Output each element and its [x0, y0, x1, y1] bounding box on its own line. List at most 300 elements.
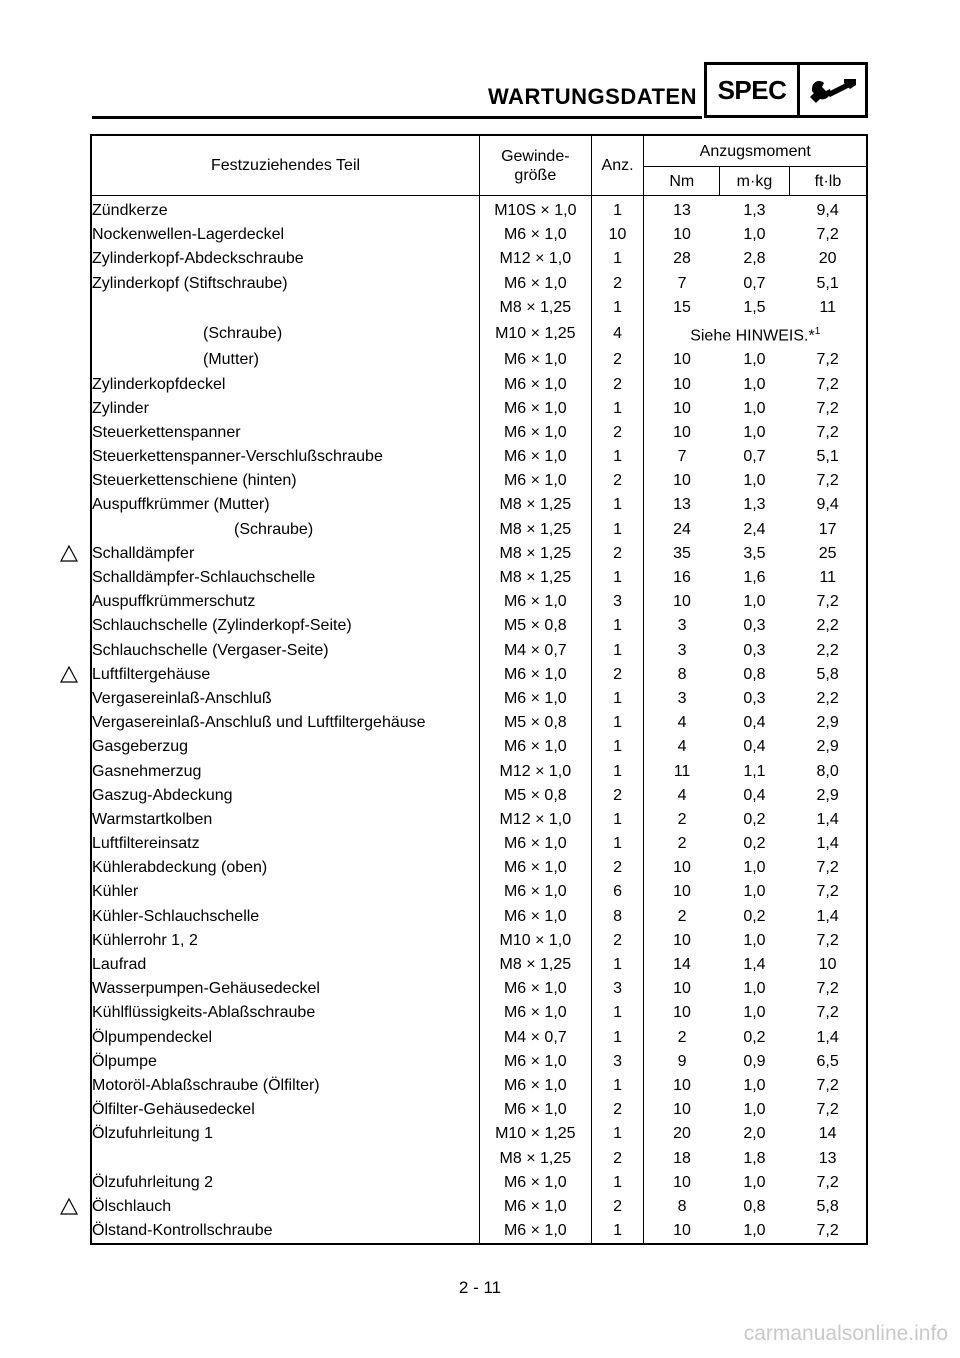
- part-name: Schlauchschelle (Vergaser-Seite): [91, 639, 480, 663]
- quantity: 2: [591, 372, 644, 396]
- thread-size: M6 × 1,0: [480, 905, 592, 929]
- part-name: Luftfiltergehäuse: [91, 663, 480, 687]
- torque-mkg: 1,0: [743, 472, 766, 490]
- torque-nm: 8: [677, 665, 687, 683]
- table-row: [91, 1122, 867, 1146]
- torque-ftlb: 2,2: [816, 689, 839, 707]
- quantity: 1: [591, 296, 644, 320]
- quantity: 1: [591, 1001, 644, 1025]
- torque-ftlb: 2,2: [816, 641, 839, 659]
- torque-ftlb: 2,9: [816, 714, 839, 732]
- part-name: Schalldämpfer: [91, 542, 480, 566]
- torque-nm: 10: [673, 423, 691, 441]
- thread-size: M8 × 1,25: [480, 493, 592, 517]
- part-name: Zylinderkopfdeckel: [91, 372, 480, 396]
- section-title: WARTUNGSDATEN: [488, 84, 697, 109]
- part-name: Schlauchschelle (Zylinderkopf-Seite): [91, 614, 480, 638]
- torque-ftlb: 10: [818, 956, 837, 974]
- torque-ftlb: 8,0: [816, 762, 839, 780]
- torque-mkg: 0,4: [743, 786, 766, 804]
- header-mkg: m·kg: [720, 167, 790, 196]
- torque-mkg: 1,0: [743, 859, 766, 877]
- torque-mkg: 0,3: [743, 617, 766, 635]
- torque-mkg: 0,3: [743, 689, 766, 707]
- table-row: [91, 953, 867, 977]
- torque-ftlb: 7,2: [816, 351, 839, 369]
- part-name: Kühlerabdeckung (oben): [91, 856, 480, 880]
- quantity: 2: [591, 856, 644, 880]
- thread-size: M6 × 1,0: [480, 445, 592, 469]
- quantity: 2: [591, 542, 644, 566]
- table-row: [91, 445, 867, 469]
- torque-ftlb: 7,2: [816, 931, 839, 949]
- part-name: Kühlerrohr 1, 2: [91, 929, 480, 953]
- part-name: (Schraube): [91, 518, 480, 542]
- part-name: Gasgeberzug: [91, 735, 480, 759]
- table-row: [91, 469, 867, 493]
- torque-nm: 13: [673, 496, 691, 514]
- torque-nm: 11: [673, 762, 691, 780]
- torque-nm: 3: [677, 689, 687, 707]
- spec-badge: [704, 62, 868, 118]
- quantity: 1: [591, 247, 644, 271]
- torque-nm: 2: [677, 1028, 687, 1046]
- torque-nm: 3: [677, 641, 687, 659]
- torque-nm: 14: [673, 956, 691, 974]
- part-name: Vergasereinlaß-Anschluß: [91, 687, 480, 711]
- table-row: [91, 1050, 867, 1074]
- quantity: 2: [591, 1098, 644, 1122]
- torque-nm: 10: [673, 1222, 691, 1240]
- part-name: Zylinderkopf-Abdeckschraube: [91, 247, 480, 271]
- part-name: Ölpumpendeckel: [91, 1026, 480, 1050]
- torque-nm: 3: [677, 617, 687, 635]
- table-row: [91, 1195, 867, 1219]
- thread-size: M8 × 1,25: [480, 518, 592, 542]
- torque-mkg: 1,0: [743, 226, 766, 244]
- torque-nm: 10: [673, 1173, 691, 1191]
- torque-ftlb: 7,2: [816, 1004, 839, 1022]
- torque-mkg: 3,5: [743, 544, 766, 562]
- torque-nm: 8: [677, 1197, 687, 1215]
- quantity: 6: [591, 880, 644, 904]
- part-name: (Mutter): [91, 348, 480, 372]
- torque-ftlb: 7,2: [816, 226, 839, 244]
- table-row: [91, 1001, 867, 1025]
- part-name: Vergasereinlaß-Anschluß und Luftfiltergehäuse: [91, 711, 480, 735]
- header-qty: Anz.: [591, 135, 644, 196]
- torque-mkg: 1,0: [743, 1173, 766, 1191]
- torque-nm: 10: [673, 226, 691, 244]
- torque-nm: 10: [673, 1004, 691, 1022]
- thread-size: M6 × 1,0: [480, 1171, 592, 1195]
- table-row: [91, 977, 867, 1001]
- thread-size: M6 × 1,0: [480, 590, 592, 614]
- part-name: Gasnehmerzug: [91, 759, 480, 783]
- table-row: [91, 542, 867, 566]
- quantity: 1: [591, 687, 644, 711]
- part-name: Ölpumpe: [91, 1050, 480, 1074]
- table-row: [91, 1098, 867, 1122]
- thread-size: M10S × 1,0: [480, 196, 592, 224]
- torque-mkg: 1,0: [743, 1004, 766, 1022]
- torque-mkg: 1,6: [743, 569, 766, 587]
- table-row: [91, 247, 867, 271]
- quantity: 1: [591, 614, 644, 638]
- quantity: 2: [591, 348, 644, 372]
- thread-size: M10 × 1,25: [480, 1122, 592, 1146]
- wrench-icon: [800, 65, 865, 115]
- quantity: 2: [591, 469, 644, 493]
- thread-size: M12 × 1,0: [480, 759, 592, 783]
- thread-size: M10 × 1,25: [480, 320, 592, 348]
- thread-size: M6 × 1,0: [480, 469, 592, 493]
- torque-nm: 10: [673, 859, 691, 877]
- quantity: 1: [591, 1026, 644, 1050]
- table-row: [91, 566, 867, 590]
- torque-ftlb: 11: [819, 569, 836, 587]
- table-row: [91, 759, 867, 783]
- torque-mkg: 0,2: [743, 1028, 766, 1046]
- part-name: Kühler: [91, 880, 480, 904]
- part-name: Steuerkettenschiene (hinten): [91, 469, 480, 493]
- torque-nm: 10: [673, 399, 691, 417]
- table-row: [91, 856, 867, 880]
- torque-nm: 10: [673, 1076, 691, 1094]
- part-name: Warmstartkolben: [91, 808, 480, 832]
- torque-nm: 13: [673, 202, 691, 220]
- part-name: Nockenwellen-Lagerdeckel: [91, 223, 480, 247]
- torque-mkg: 1,0: [743, 423, 766, 441]
- table-row: [91, 296, 867, 320]
- torque-ftlb: 13: [818, 1149, 837, 1167]
- table-row: [91, 272, 867, 296]
- torque-nm: 2: [677, 907, 687, 925]
- torque-ftlb: 5,1: [816, 274, 839, 292]
- torque-mkg: 1,5: [743, 298, 766, 316]
- part-name: Zylinder: [91, 397, 480, 421]
- thread-size: M4 × 0,7: [480, 639, 592, 663]
- quantity: 3: [591, 1050, 644, 1074]
- thread-size: M4 × 0,7: [480, 1026, 592, 1050]
- torque-nm: 10: [673, 980, 691, 998]
- torque-ftlb: 7,2: [816, 593, 839, 611]
- quantity: 1: [591, 445, 644, 469]
- torque-nm: 4: [677, 714, 687, 732]
- torque-mkg: 0,7: [743, 448, 766, 466]
- table-row: [91, 711, 867, 735]
- torque-mkg: 1,0: [743, 1101, 766, 1119]
- page-number: 2 - 11: [458, 1278, 502, 1297]
- quantity: 2: [591, 663, 644, 687]
- table-row: [91, 687, 867, 711]
- table-row: [91, 372, 867, 396]
- header-thread: Gewinde- größe: [480, 135, 592, 196]
- table-row: [91, 493, 867, 517]
- part-name: Luftfiltereinsatz: [91, 832, 480, 856]
- thread-size: M6 × 1,0: [480, 1074, 592, 1098]
- thread-size: M5 × 0,8: [480, 614, 592, 638]
- torque-mkg: 0,4: [743, 738, 766, 756]
- part-name: Wasserpumpen-Gehäusedeckel: [91, 977, 480, 1001]
- quantity: 1: [591, 518, 644, 542]
- torque-ftlb: 2,2: [816, 617, 839, 635]
- warning-triangle-icon: [60, 1198, 78, 1214]
- part-name: Zündkerze: [91, 196, 480, 224]
- torque-mkg: 0,2: [743, 907, 766, 925]
- part-name: Schalldämpfer-Schlauchschelle: [91, 566, 480, 590]
- table-row: [91, 880, 867, 904]
- torque-mkg: 2,0: [743, 1125, 766, 1143]
- thread-size: M6 × 1,0: [480, 880, 592, 904]
- torque-mkg: 1,0: [743, 883, 766, 901]
- table-row: [91, 735, 867, 759]
- torque-ftlb: 9,4: [816, 496, 839, 514]
- quantity: 1: [591, 1074, 644, 1098]
- torque-ftlb: 5,1: [816, 448, 839, 466]
- quantity: 1: [591, 566, 644, 590]
- torque-mkg: 2,8: [743, 250, 766, 268]
- header-torque: Anzugsmoment: [644, 135, 867, 167]
- torque-ftlb: 7,2: [816, 375, 839, 393]
- torque-ftlb: 7,2: [816, 423, 839, 441]
- thread-size: M6 × 1,0: [480, 421, 592, 445]
- torque-nm: 16: [673, 569, 691, 587]
- thread-size: M6 × 1,0: [480, 856, 592, 880]
- thread-size: M6 × 1,0: [480, 832, 592, 856]
- part-name: Ölfilter-Gehäusedeckel: [91, 1098, 480, 1122]
- quantity: 1: [591, 808, 644, 832]
- table-row: [91, 905, 867, 929]
- torque-nm: 24: [673, 520, 691, 538]
- torque-ftlb: 1,4: [816, 1028, 839, 1046]
- torque-ftlb: 5,8: [816, 1197, 839, 1215]
- table-row: [91, 1219, 867, 1244]
- torque-ftlb: 17: [818, 520, 837, 538]
- table-row: [91, 929, 867, 953]
- table-row: [91, 663, 867, 687]
- torque-ftlb: 20: [818, 250, 837, 268]
- table-row: [91, 832, 867, 856]
- header-rule: [92, 116, 702, 119]
- torque-nm: 2: [677, 835, 687, 853]
- torque-ftlb: 7,2: [816, 1101, 839, 1119]
- part-name: Ölschlauch: [91, 1195, 480, 1219]
- thread-size: M8 × 1,25: [480, 296, 592, 320]
- torque-nm: 2: [677, 810, 687, 828]
- torque-ftlb: 2,9: [816, 738, 839, 756]
- table-row: [91, 784, 867, 808]
- torque-ftlb: 25: [818, 544, 837, 562]
- watermark: carmanualsonline.info: [743, 1322, 948, 1345]
- quantity: 8: [591, 905, 644, 929]
- thread-size: M10 × 1,0: [480, 929, 592, 953]
- part-name: Zylinderkopf (Stiftschraube): [91, 272, 480, 296]
- torque-mkg: 0,8: [743, 665, 766, 683]
- part-name: [91, 296, 480, 320]
- torque-mkg: 0,4: [743, 714, 766, 732]
- torque-nm: 10: [673, 931, 691, 949]
- torque-mkg: 1,3: [743, 496, 766, 514]
- torque-nm: 35: [673, 544, 691, 562]
- torque-ftlb: 7,2: [816, 859, 839, 877]
- quantity: 1: [591, 1122, 644, 1146]
- header-ftlb: ft·lb: [789, 167, 867, 196]
- quantity: 1: [591, 196, 644, 224]
- torque-nm: 10: [673, 1101, 691, 1119]
- table-row: [91, 1074, 867, 1098]
- quantity: 1: [591, 639, 644, 663]
- torque-ftlb: 7,2: [816, 399, 839, 417]
- torque-mkg: 1,0: [743, 399, 766, 417]
- torque-mkg: 0,8: [743, 1197, 766, 1215]
- table-row: [91, 639, 867, 663]
- torque-mkg: 2,4: [743, 520, 766, 538]
- thread-size: M6 × 1,0: [480, 687, 592, 711]
- table-row: [91, 196, 867, 224]
- torque-ftlb: 2,9: [816, 786, 839, 804]
- torque-ftlb: 7,2: [816, 472, 839, 490]
- quantity: 1: [591, 735, 644, 759]
- torque-ftlb: 1,4: [816, 907, 839, 925]
- torque-mkg: 0,7: [743, 274, 766, 292]
- torque-nm: 10: [673, 472, 691, 490]
- torque-ftlb: 7,2: [816, 1076, 839, 1094]
- torque-nm: 28: [673, 250, 691, 268]
- torque-ftlb: 6,5: [816, 1052, 839, 1070]
- part-name: Auspuffkrümmerschutz: [91, 590, 480, 614]
- quantity: 1: [591, 759, 644, 783]
- part-name: Gaszug-Abdeckung: [91, 784, 480, 808]
- thread-size: M12 × 1,0: [480, 247, 592, 271]
- torque-mkg: 1,1: [743, 762, 766, 780]
- torque-ftlb: 1,4: [816, 835, 839, 853]
- part-name: Ölstand-Kontrollschraube: [91, 1219, 480, 1244]
- torque-nm: 10: [673, 593, 691, 611]
- warning-triangle-icon: [60, 545, 78, 561]
- thread-size: M8 × 1,25: [480, 953, 592, 977]
- torque-ftlb: 11: [819, 298, 836, 316]
- note-text: Siehe HINWEIS.*: [690, 327, 815, 345]
- torque-nm: 18: [673, 1149, 691, 1167]
- part-name: Laufrad: [91, 953, 480, 977]
- torque-nm: 10: [673, 883, 691, 901]
- quantity: 1: [591, 711, 644, 735]
- header-part: Festzuziehendes Teil: [91, 135, 480, 196]
- quantity: 2: [591, 929, 644, 953]
- torque-ftlb: 9,4: [816, 202, 839, 220]
- torque-ftlb: 7,2: [816, 883, 839, 901]
- thread-size: M6 × 1,0: [480, 1050, 592, 1074]
- torque-mkg: 1,4: [743, 956, 766, 974]
- table-row: [91, 1146, 867, 1170]
- part-name: [91, 1146, 480, 1170]
- thread-size: M6 × 1,0: [480, 1001, 592, 1025]
- thread-size: M5 × 0,8: [480, 711, 592, 735]
- torque-ftlb: 7,2: [816, 1222, 839, 1240]
- quantity: 2: [591, 1146, 644, 1170]
- torque-mkg: 0,3: [743, 641, 766, 659]
- quantity: 1: [591, 397, 644, 421]
- note-footnote: 1: [814, 325, 821, 337]
- table-row: [91, 614, 867, 638]
- torque-nm: 4: [677, 738, 687, 756]
- torque-ftlb: 14: [818, 1125, 837, 1143]
- torque-ftlb: 7,2: [816, 1173, 839, 1191]
- quantity: 2: [591, 421, 644, 445]
- torque-ftlb: 1,4: [816, 810, 839, 828]
- header-nm: Nm: [644, 167, 720, 196]
- torque-nm: 9: [677, 1052, 687, 1070]
- quantity: 2: [591, 272, 644, 296]
- quantity: 1: [591, 1219, 644, 1244]
- torque-note: [644, 320, 867, 348]
- torque-ftlb: 5,8: [816, 665, 839, 683]
- quantity: 3: [591, 977, 644, 1001]
- torque-mkg: 0,2: [743, 810, 766, 828]
- torque-mkg: 1,0: [743, 1222, 766, 1240]
- table-row: [91, 223, 867, 247]
- thread-size: M6 × 1,0: [480, 1195, 592, 1219]
- quantity: 2: [591, 784, 644, 808]
- thread-size: M6 × 1,0: [480, 372, 592, 396]
- table-row: [91, 397, 867, 421]
- torque-nm: 7: [677, 274, 687, 292]
- quantity: 1: [591, 953, 644, 977]
- thread-size: M8 × 1,25: [480, 542, 592, 566]
- thread-size: M8 × 1,25: [480, 1146, 592, 1170]
- torque-nm: 15: [673, 298, 691, 316]
- warning-triangle-icon: [60, 666, 78, 682]
- thread-size: M6 × 1,0: [480, 348, 592, 372]
- torque-nm: 4: [677, 786, 687, 804]
- quantity: 1: [591, 1171, 644, 1195]
- part-name: Motoröl-Ablaßschraube (Ölfilter): [91, 1074, 480, 1098]
- thread-size: M6 × 1,0: [480, 397, 592, 421]
- quantity: 2: [591, 1195, 644, 1219]
- table-row: [91, 320, 867, 348]
- torque-mkg: 1,8: [743, 1149, 766, 1167]
- torque-mkg: 0,2: [743, 835, 766, 853]
- part-name: Steuerkettenspanner: [91, 421, 480, 445]
- part-name: Steuerkettenspanner-Verschlußschraube: [91, 445, 480, 469]
- thread-size: M6 × 1,0: [480, 663, 592, 687]
- quantity: 1: [591, 832, 644, 856]
- torque-spec-table: [90, 134, 868, 1245]
- torque-nm: 20: [673, 1125, 691, 1143]
- torque-nm: 7: [677, 448, 687, 466]
- thread-size: M6 × 1,0: [480, 272, 592, 296]
- torque-nm: 10: [673, 375, 691, 393]
- torque-mkg: 1,0: [743, 351, 766, 369]
- thread-size: M6 × 1,0: [480, 1219, 592, 1244]
- table-row: [91, 421, 867, 445]
- torque-mkg: 1,0: [743, 375, 766, 393]
- part-name: Ölzufuhrleitung 1: [91, 1122, 480, 1146]
- part-name: (Schraube): [91, 320, 480, 348]
- torque-mkg: 1,0: [743, 980, 766, 998]
- quantity: 4: [591, 320, 644, 348]
- part-name: Kühlflüssigkeits-Ablaßschraube: [91, 1001, 480, 1025]
- torque-mkg: 1,0: [743, 1076, 766, 1094]
- table-row: [91, 518, 867, 542]
- thread-size: M6 × 1,0: [480, 1098, 592, 1122]
- thread-size: M5 × 0,8: [480, 784, 592, 808]
- torque-mkg: 1,0: [743, 931, 766, 949]
- part-name: Auspuffkrümmer (Mutter): [91, 493, 480, 517]
- table-row: [91, 1026, 867, 1050]
- spec-label: SPEC: [707, 65, 800, 115]
